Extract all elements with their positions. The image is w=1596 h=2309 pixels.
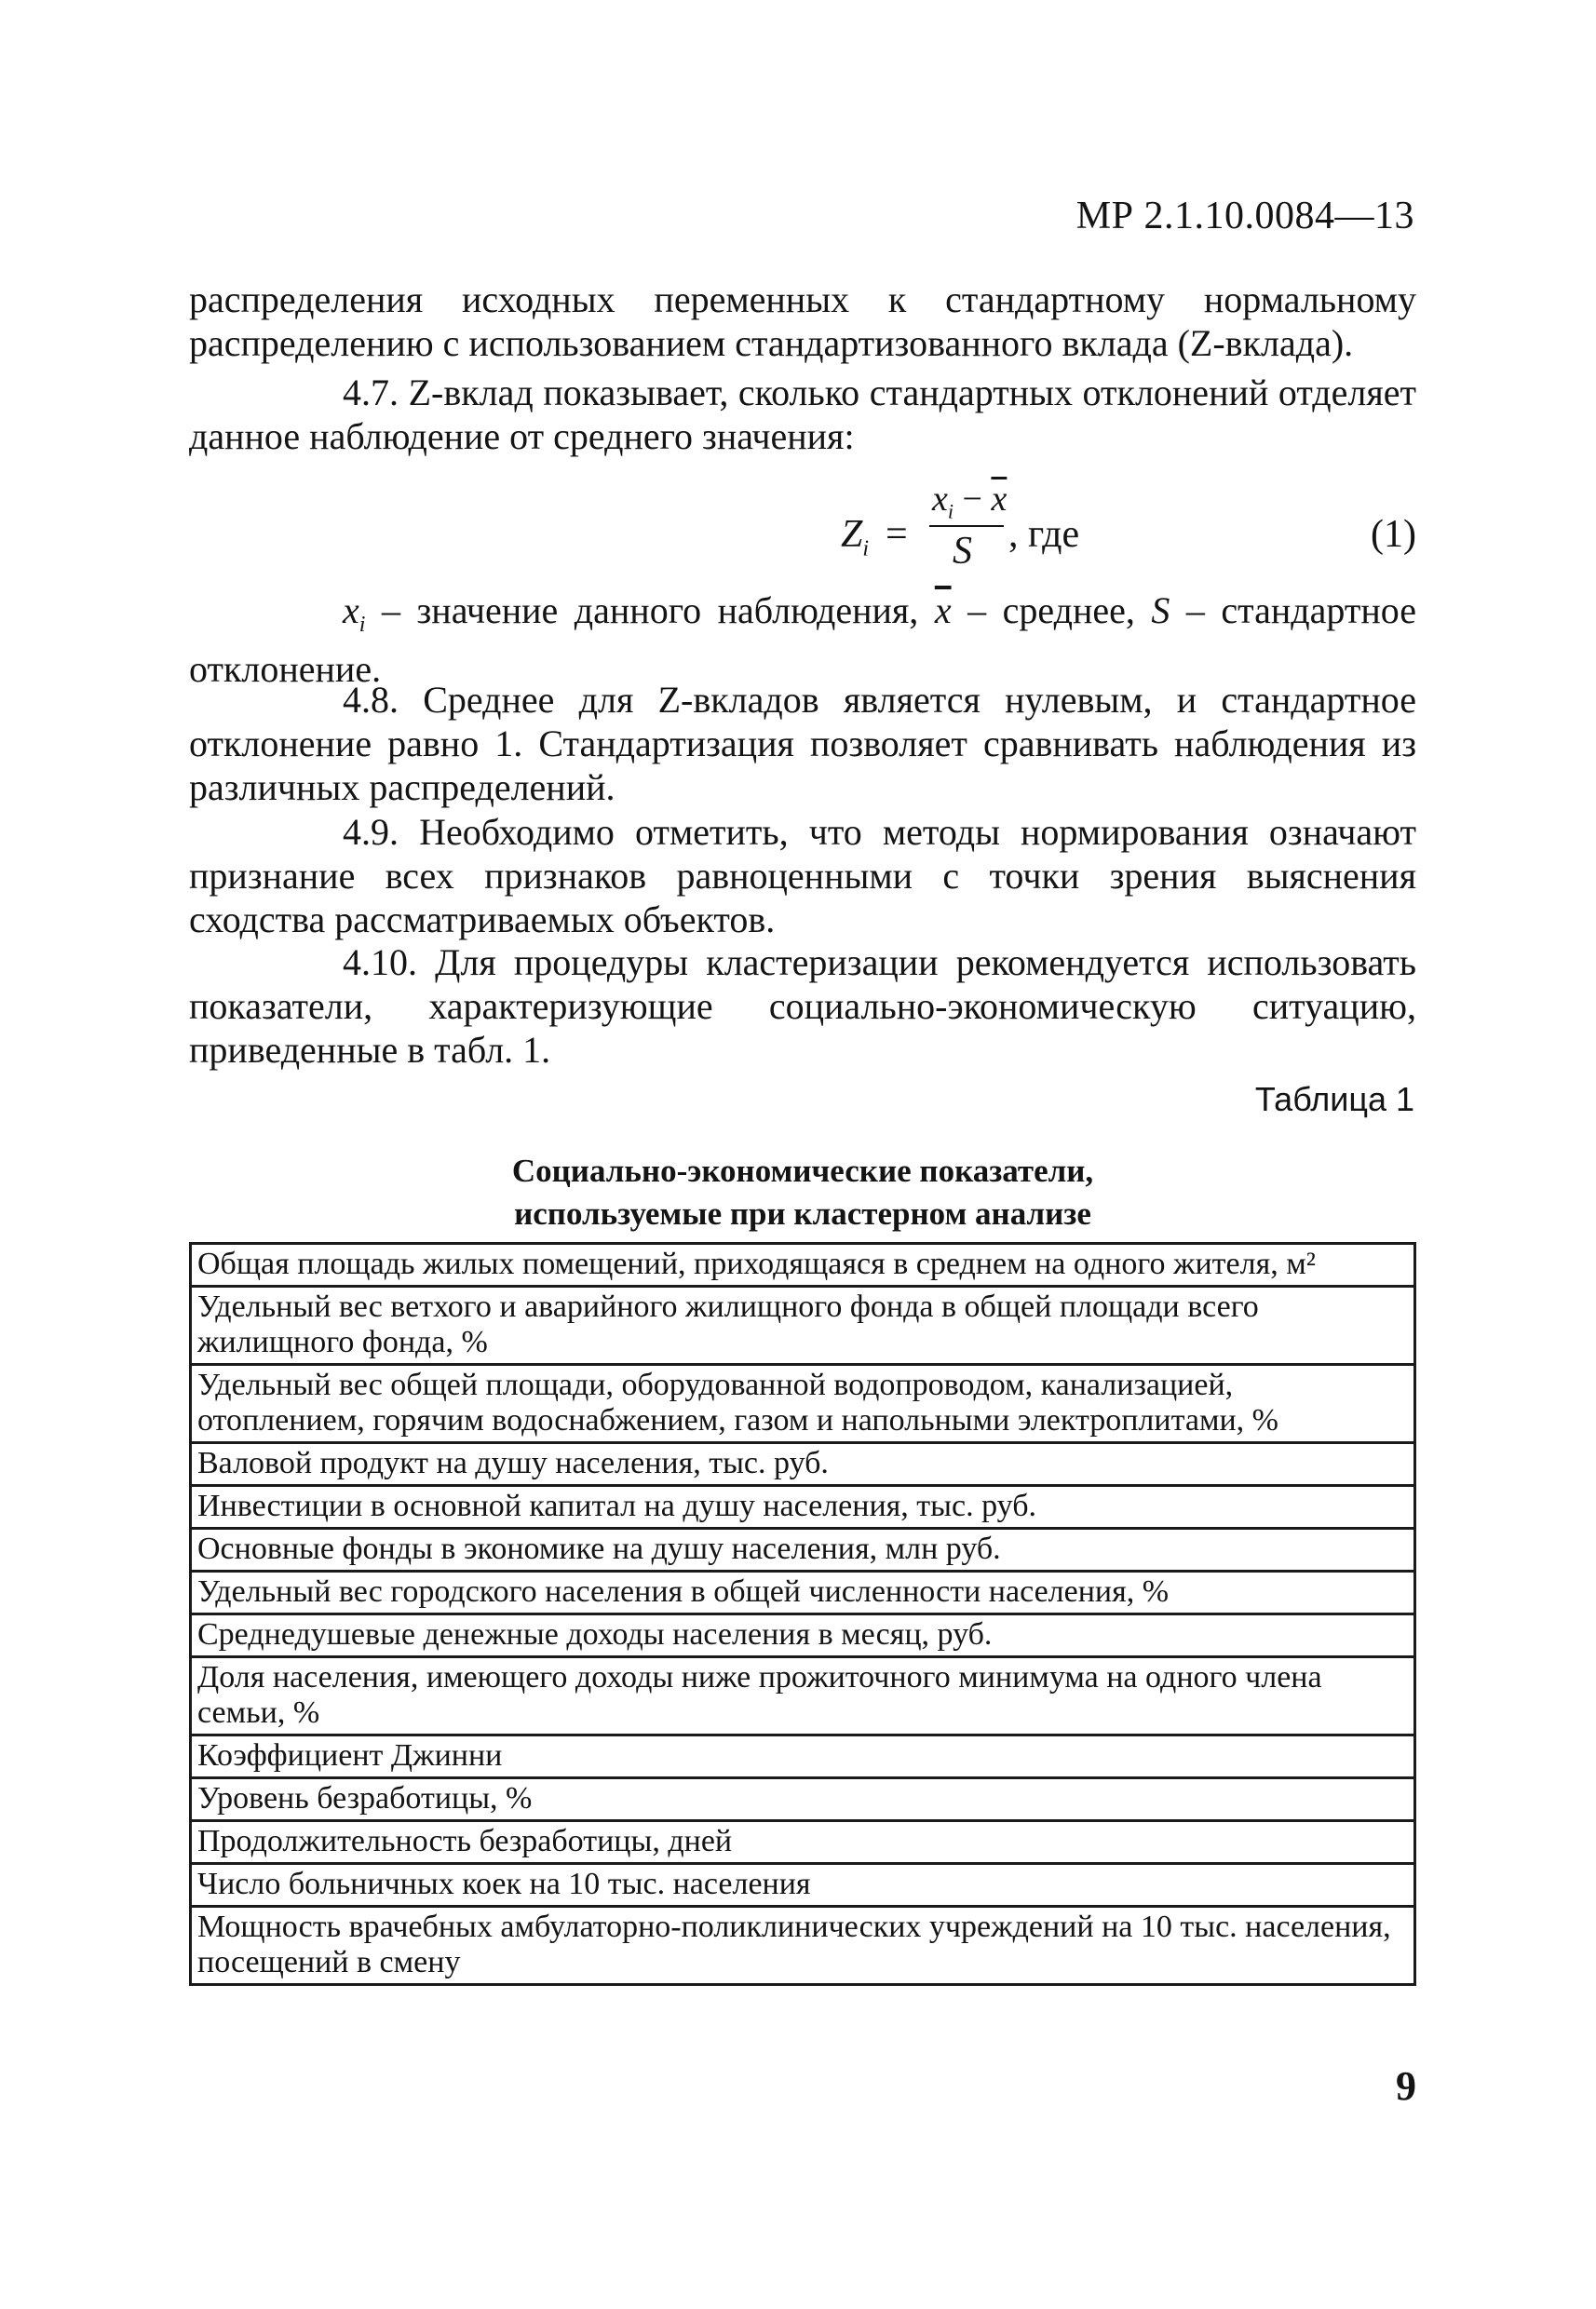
paragraph-continuation [189,277,1416,365]
formula-number: (1) [1371,513,1416,556]
legend-text: $x_i$ – значение данного наблюдения, $\overline{x}$ – среднее, S – стандартное отклонение. [189,589,1417,690]
table-cell: Удельный вес городского населения в общей численности населения, % [191,1572,1415,1614]
table-cell: Инвестиции в основной капитал на душу населения, тыс. руб. [191,1486,1415,1529]
formula-trailing-text: , где [1008,513,1080,556]
table-row [191,1778,1415,1821]
table-row [191,1287,1415,1365]
paragraph-text: 4.9. Необходимо отметить, что методы нормирования означают признание всех признаков равноценными с точки зрения выяснения сходства рассматриваемых объектов. [189,811,1416,940]
table-row [191,1614,1415,1657]
fraction-line [929,525,1004,527]
formula-lhs: $Z_i$ [841,513,870,561]
table-title-line: Социально-экономические показатели, [511,1153,1094,1189]
page-number: 9 [1396,2063,1416,2109]
paragraph-text: распределения исходных переменных к стандартному нормальному распределению с использованием стандартизованного вклада (Z-вклада). [189,278,1416,364]
table-row [191,1529,1415,1572]
formula-row [189,479,1416,577]
paragraph-4-10 [189,940,1416,1072]
table-row [191,1907,1415,1985]
paragraph-4-9 [189,810,1416,941]
document-code: МР 2.1.10.0084—13 [1075,195,1414,237]
table-label: Таблица 1 [1254,1080,1414,1118]
table-cell: Мощность врачебных амбулаторно-поликлинических учреждений на 10 тыс. населения, посещений в смену [191,1907,1415,1985]
table-title-line: используемые при кластерном анализе [514,1195,1091,1232]
paragraph-4-7 [189,371,1416,458]
table-cell: Уровень безработицы, % [191,1778,1415,1821]
paragraph-4-8 [189,678,1416,809]
table-cell: Число больничных коек на 10 тыс. населения [191,1864,1415,1907]
table-cell: Доля населения, имеющего доходы ниже прожиточного минимума на одного члена семьи, % [191,1657,1415,1735]
table-row [191,1821,1415,1864]
table-cell: Общая площадь жилых помещений, приходящаяся в среднем на одного жителя, м² [191,1244,1415,1287]
table-cell: Удельный вес общей площади, оборудованной водопроводом, канализацией, отоплением, горячим водоснабжением, газом и напольными электроплитами, % [191,1365,1415,1443]
table-cell: Валовой продукт на душу населения, тыс. руб. [191,1443,1415,1486]
table-cell: Удельный вес ветхого и аварийного жилищного фонда в общей площади всего жилищного фонда, % [191,1287,1415,1365]
paragraph-text: 4.7. Z-вклад показывает, сколько стандартных отклонений отделяет данное наблюдение от среднего значения: [189,371,1416,457]
table-row [191,1443,1415,1486]
table-row [191,1244,1415,1287]
table-cell: Коэффициент Джинни [191,1735,1415,1778]
formula-denominator: S [953,530,972,573]
paragraph-text: 4.8. Среднее для Z-вкладов является нулевым, и стандартное отклонение равно 1. Стандартизация позволяет сравнивать наблюдения из различных распределений. [189,679,1416,808]
table-title [189,1150,1416,1236]
table-row [191,1735,1415,1778]
table-row [191,1657,1415,1735]
table-cell: Среднедушевые денежные доходы населения в месяц, руб. [191,1614,1415,1657]
formula-numerator: $x_i - \overline{x}$ [932,479,1008,523]
paragraph-text: 4.10. Для процедуры кластеризации рекомендуется использовать показатели, характеризующие социально-экономическую ситуацию, приведенные в табл. 1. [189,941,1416,1071]
table-row [191,1572,1415,1614]
table-row [191,1486,1415,1529]
formula-equals: = [886,513,908,556]
table-row [191,1365,1415,1443]
formula-legend [189,588,1416,691]
table-cell: Основные фонды в экономике на душу населения, млн руб. [191,1529,1415,1572]
indicators-table [189,1242,1416,1986]
table-cell: Продолжительность безработицы, дней [191,1821,1415,1864]
table-row [191,1864,1415,1907]
